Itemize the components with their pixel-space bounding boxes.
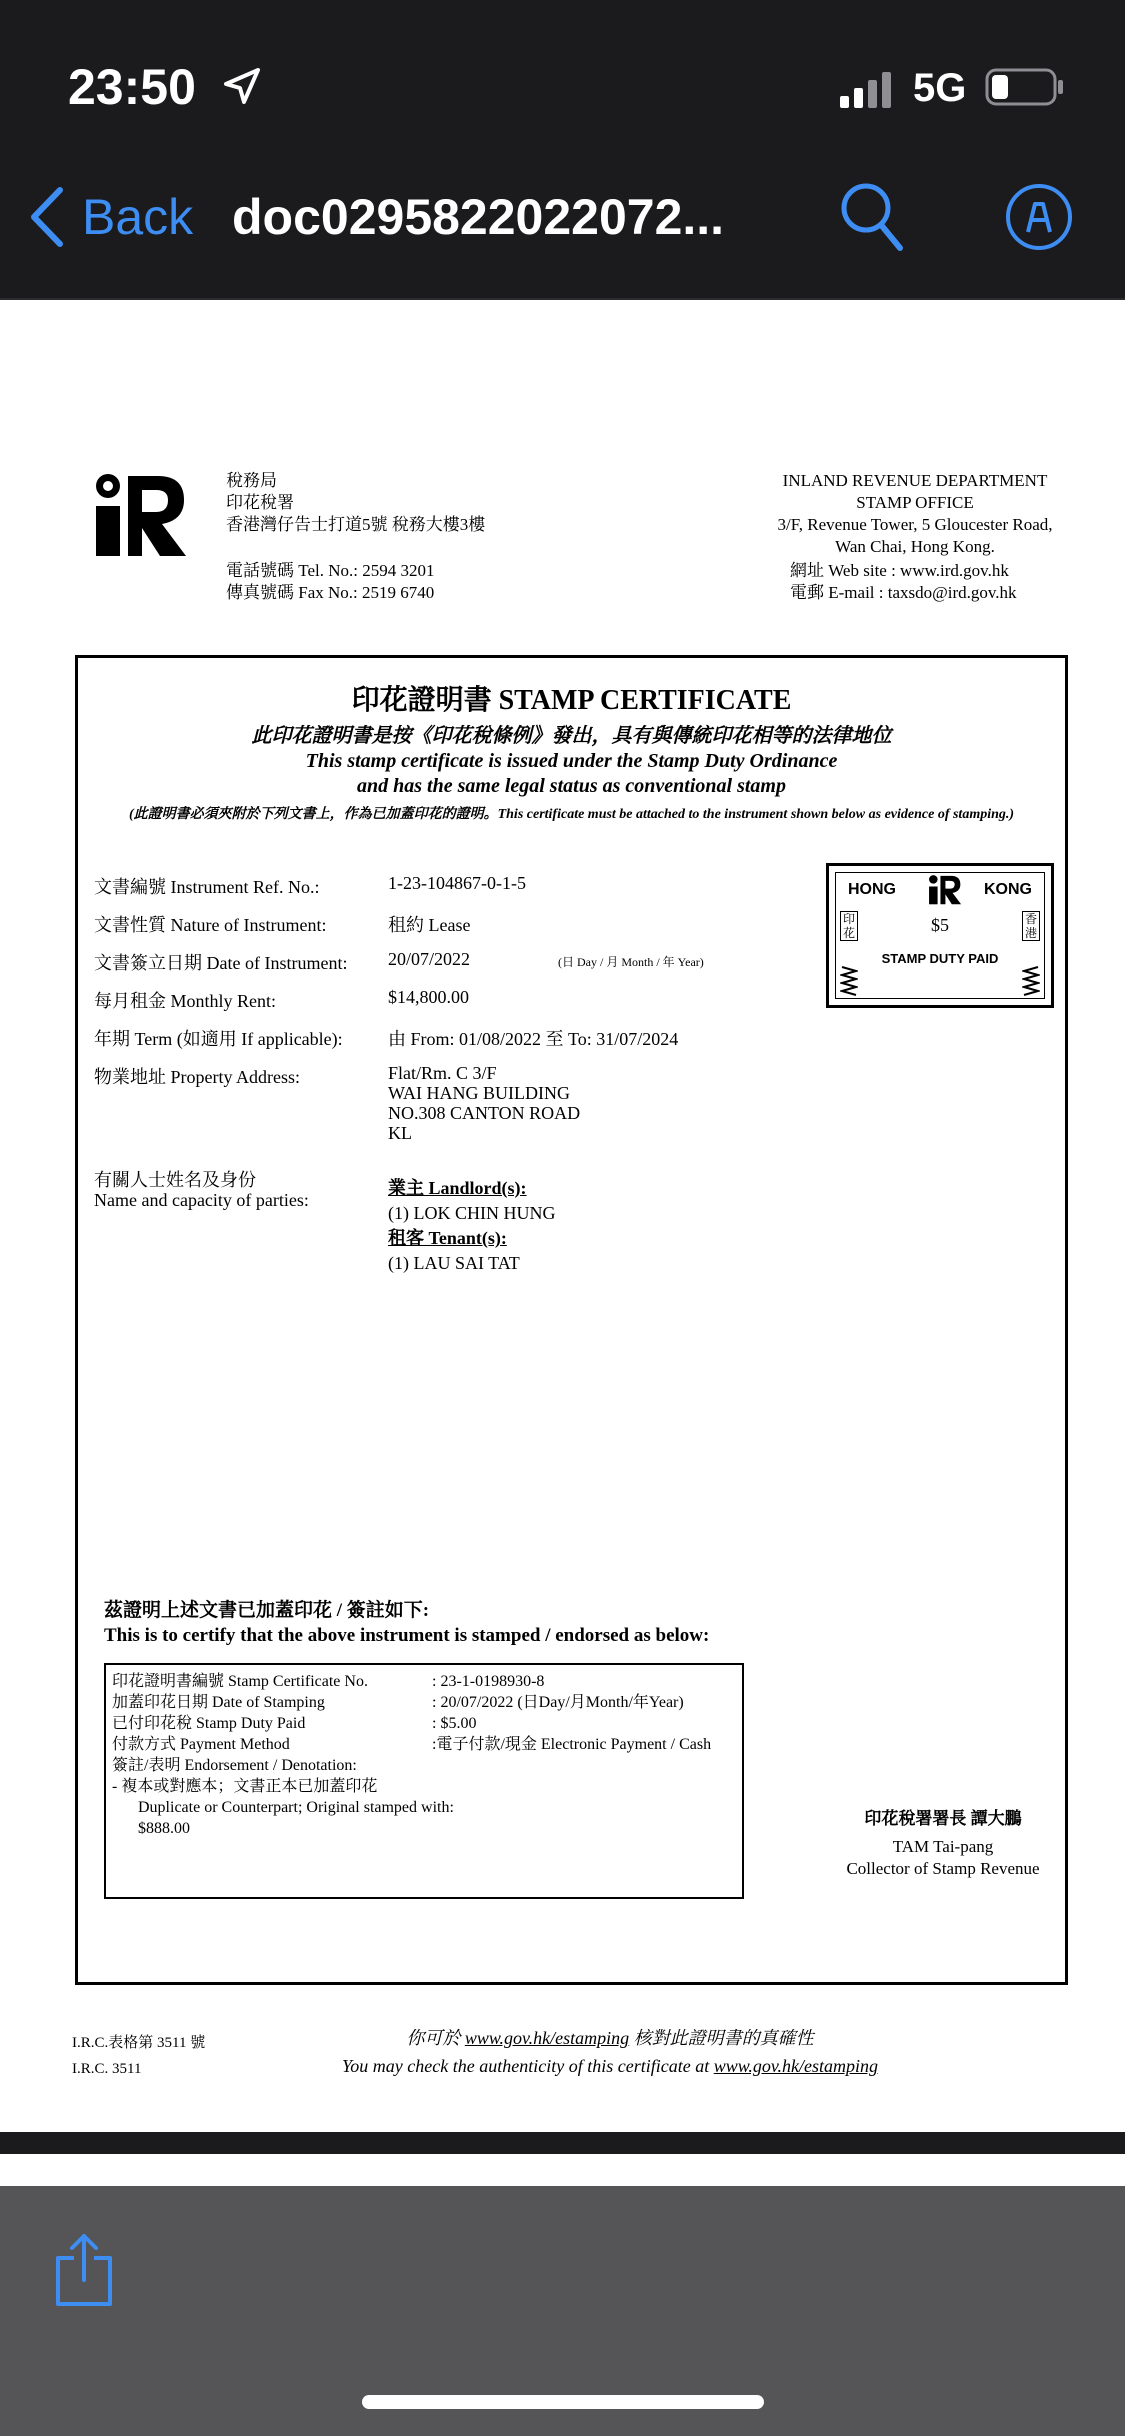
search-icon[interactable] [836,178,906,254]
stamp-certificate-document [0,300,1125,2132]
authenticity-cn [230,2024,990,2052]
share-icon[interactable] [52,2232,116,2308]
collector-signature-block [838,1808,1048,1880]
header-right-line: INLAND REVENUE DEPARTMENT [782,471,1048,490]
header-right-line: 3/F, Revenue Tower, 5 Gloucester Road, [777,515,1053,534]
certificate-frame [75,655,1068,1985]
collector-title: Collector of Stamp Revenue [846,1859,1040,1878]
term-label: 年期 Term (如適用 If applicable): [94,1029,343,1049]
status-bar [0,0,1125,170]
stamp-amount: $5 [931,915,949,935]
signal-strength-icon [838,70,898,110]
stamp-kong: KONG [984,881,1032,898]
duty-paid-label: 已付印花稅 Stamp Duty Paid [112,1715,306,1732]
collector-name: TAM Tai-pang [892,1837,994,1856]
endorsement-line: - 複本或對應本；文書正本已加蓋印花 [112,1778,378,1795]
document-title: doc0295822022072... [232,189,725,245]
payment-method-value: :電子付款/現金 Electronic Payment / Cash [432,1736,712,1753]
certify-cn: 茲證明上述文書已加蓋印花 / 簽註如下: [104,1600,430,1621]
ref-label: 文書編號 Instrument Ref. No.: [94,877,320,897]
header-web-contact [790,560,1017,604]
header-contact [226,560,434,604]
address-line: Flat/Rm. C 3/F [388,1063,497,1083]
stamping-date-label: 加蓋印花日期 Date of Stamping [112,1694,325,1711]
header-email: 電郵 E-mail : taxsdo@ird.gov.hk [790,583,1017,602]
stamp-label: STAMP DUTY PAID [881,951,999,966]
header-right-line: STAMP OFFICE [856,493,974,512]
payment-method-label: 付款方式 Payment Method [112,1736,290,1753]
address-line: KL [388,1123,412,1143]
header-left-line: 稅務局 [226,471,277,490]
back-label: Back [82,189,194,245]
rent-label: 每月租金 Monthly Rent: [94,991,277,1011]
back-button[interactable] [28,186,193,248]
estamping-link[interactable]: www.gov.hk/estamping [713,2056,879,2076]
certificate-note: (此證明書必須夾附於下列文書上，作為已加蓋印花的證明。This certificate must be attached to the instrument shown below as evidence of stamping.) [128,807,1015,822]
network-type: 5G [913,66,967,110]
certificate-subtitle [78,724,1065,799]
stamp-side-right: 香港 [1022,911,1040,941]
authenticity-note [230,2024,990,2080]
ref-value: 1-23-104867-0-1-5 [388,873,526,893]
landlord-value: (1) LOK CHIN HUNG [388,1203,556,1223]
header-right-line: Wan Chai, Hong Kong. [835,537,995,556]
header-web: 網址 Web site : www.ird.gov.hk [790,561,1009,580]
endorsement-line: Duplicate or Counterpart; Original stamped with: [138,1799,454,1816]
stamp-side-left: 印花 [840,911,858,941]
endorsement-amount: $888.00 [138,1820,190,1837]
subtitle-line: and has the same legal status as conventional stamp [357,775,786,797]
stamp-ornament-left-icon [840,965,858,999]
address-value [388,1063,580,1143]
subtitle-line: 此印花證明書是按《印花稅條例》發出，具有與傳統印花相等的法律地位 [251,725,892,747]
address-label: 物業地址 Property Address: [94,1067,300,1087]
date-value: 20/07/2022 [388,949,471,969]
stamping-date-value: : 20/07/2022 (日Day/月Month/年Year) [432,1694,684,1711]
form-number [72,2030,205,2082]
authenticity-en-pre: You may check the authenticity of this certificate at [341,2056,714,2076]
subtitle-line: This stamp certificate is issued under the Stamp Duty Ordinance [305,750,838,772]
stamp-ornament-right-icon [1022,965,1040,999]
nature-value: 租約 Lease [388,915,471,935]
authenticity-en [230,2052,990,2080]
stamp-inner-border [835,872,1045,999]
details-values [432,1671,711,1755]
ird-logo-icon [88,468,188,558]
collector-cn: 印花稅署署長 譚大鵬 [864,1809,1022,1828]
tenant-label: 租客 Tenant(s): [388,1228,507,1248]
location-arrow-icon [222,66,262,106]
parties-label [94,1170,309,1210]
endorsement-label: 簽註/表明 Endorsement / Denotation: [112,1757,357,1774]
stamp-duty-paid-stamp [826,863,1054,1008]
parties-label-en: Name and capacity of parties: [94,1190,309,1210]
header-left-line: 印花稅署 [226,493,294,512]
header-tel: 電話號碼 Tel. No.: 2594 3201 [226,561,435,580]
header-right-address [740,470,1090,558]
authenticity-cn-post: 核對此證明書的真確性 [629,2028,814,2048]
markup-pen-icon[interactable] [1004,182,1074,252]
header-fax: 傳真號碼 Fax No.: 2519 6740 [226,583,435,602]
landlord-label: 業主 Landlord(s): [388,1178,527,1198]
header-left-address [226,470,485,536]
certificate-title: 印花證明書 STAMP CERTIFICATE [351,685,792,716]
details-labels [112,1671,454,1839]
address-line: WAI HANG BUILDING [388,1083,570,1103]
document-page[interactable] [0,300,1125,2132]
form-number-cn: I.R.C.表格第 3511 號 [72,2035,206,2051]
address-line: NO.308 CANTON ROAD [388,1103,581,1123]
nature-label: 文書性質 Nature of Instrument: [94,915,327,935]
header-left-line: 香港灣仔告士打道5號 稅務大樓3樓 [226,515,486,534]
date-label: 文書簽立日期 Date of Instrument: [94,953,348,973]
cert-no-label: 印花證明書編號 Stamp Certificate No. [112,1673,368,1690]
parties-label-cn: 有關人士姓名及身份 [94,1170,256,1190]
rent-value: $14,800.00 [388,987,469,1007]
authenticity-cn-pre: 你可於 [406,2028,465,2048]
parties-value [388,1176,555,1276]
date-hint: (日 Day / 月 Month / 年 Year) [558,955,704,969]
duty-paid-value: : $5.00 [432,1715,477,1732]
chevron-left-icon [28,186,66,248]
cert-no-value: : 23-1-0198930-8 [432,1673,545,1690]
stamping-details-box [104,1663,744,1899]
status-time: 23:50 [68,59,196,115]
form-number-en: I.R.C. 3511 [72,2061,142,2077]
certify-statement [104,1598,709,1648]
home-indicator[interactable] [362,2395,764,2409]
estamping-link[interactable]: www.gov.hk/estamping [464,2028,630,2048]
page-separator [0,2132,1125,2154]
stamp-ird-logo-icon [926,873,962,905]
certify-en: This is to certify that the above instrument is stamped / endorsed as below: [104,1625,710,1646]
stamp-hong: HONG [848,881,896,898]
battery-icon [985,68,1065,106]
next-page-edge [0,2154,1125,2186]
term-value: 由 From: 01/08/2022 至 To: 31/07/2024 [388,1029,679,1049]
tenant-value: (1) LAU SAI TAT [388,1253,520,1273]
